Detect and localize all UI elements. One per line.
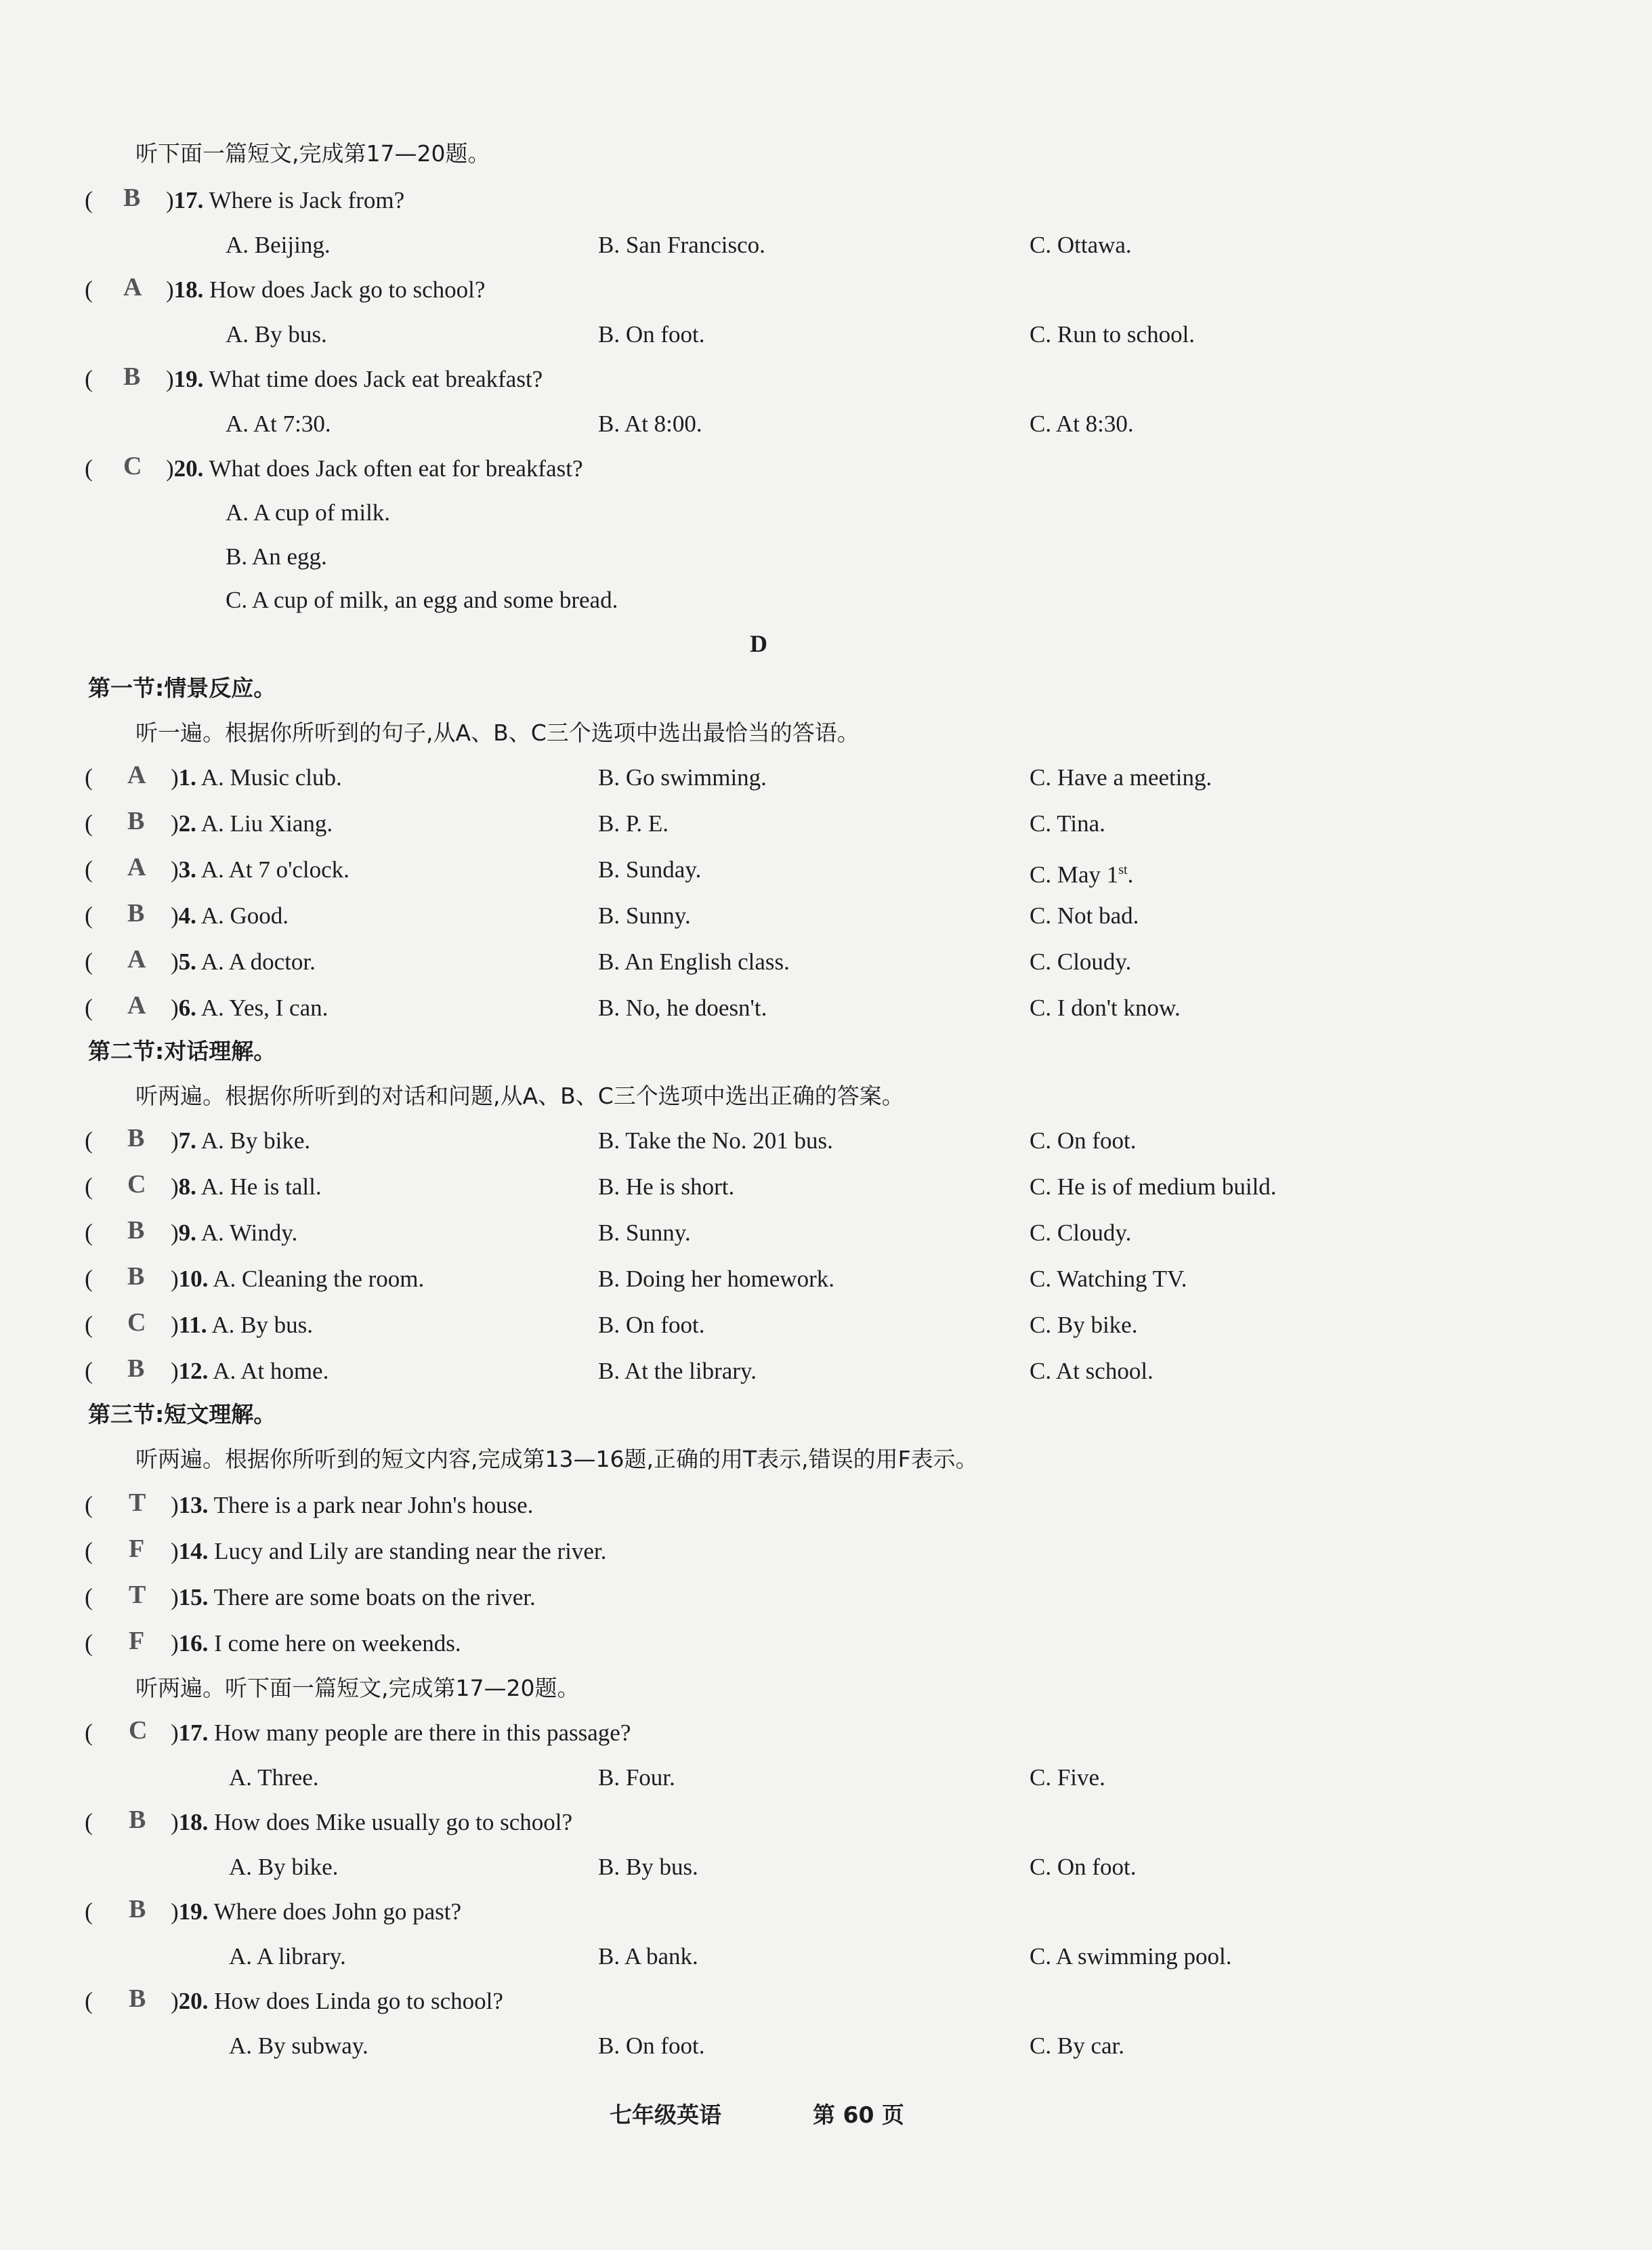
- question-line: )17. Where is Jack from?: [166, 187, 405, 213]
- answer-mark: F: [129, 1535, 145, 1563]
- answer-mark: T: [129, 1488, 146, 1517]
- answer-paren-open: (: [85, 1173, 93, 1200]
- option-a: A. At 7:30.: [226, 411, 331, 437]
- question-line: )18. How does Jack go to school?: [166, 276, 486, 303]
- option-b: B. At the library.: [598, 1358, 757, 1384]
- option-b: B. Sunny.: [598, 1220, 691, 1246]
- option-c: C. A cup of milk, an egg and some bread.: [226, 587, 618, 613]
- answer-mark: B: [129, 1895, 146, 1923]
- answer-mark: B: [129, 1806, 146, 1834]
- answer-mark: C: [127, 1170, 146, 1199]
- answer-paren-open: (: [85, 764, 93, 791]
- answer-mark: B: [127, 1354, 145, 1383]
- option-b: B. An English class.: [598, 949, 790, 975]
- option-c: C. Tina.: [1030, 810, 1105, 837]
- option-a: A. By bus.: [226, 321, 327, 348]
- answer-paren-open: (: [85, 455, 93, 482]
- option-c: C. He is of medium build.: [1030, 1173, 1277, 1200]
- option-b: B. Four.: [598, 1764, 675, 1791]
- answer-paren-open: (: [85, 1219, 93, 1246]
- answer-mark: B: [127, 807, 145, 835]
- statement-line: )16. I come here on weekends.: [171, 1630, 461, 1657]
- option-b: B. Doing her homework.: [598, 1266, 834, 1292]
- answer-paren-open: (: [85, 1537, 93, 1564]
- answer-paren-open: (: [85, 1629, 93, 1657]
- option-a: A. Three.: [229, 1764, 319, 1791]
- answer-paren-open: (: [85, 186, 93, 213]
- option-b: B. Sunday.: [598, 856, 702, 883]
- statement-line: )15. There are some boats on the river.: [171, 1584, 536, 1610]
- option-b: B. No, he doesn't.: [598, 995, 767, 1021]
- option-b: B. San Francisco.: [598, 232, 765, 258]
- option-a: )11. A. By bus.: [171, 1312, 314, 1338]
- option-b: B. An egg.: [226, 543, 327, 570]
- question-line: )19. Where does John go past?: [171, 1898, 461, 1925]
- answer-paren-open: (: [85, 1719, 93, 1746]
- answer-mark: A: [127, 853, 146, 881]
- answer-paren-open: (: [85, 1127, 93, 1154]
- answer-paren-open: (: [85, 856, 93, 883]
- option-c: C. Not bad.: [1030, 902, 1139, 929]
- option-a: )7. A. By bike.: [171, 1127, 311, 1154]
- option-a: )9. A. Windy.: [171, 1220, 298, 1246]
- option-b: B. P. E.: [598, 810, 669, 837]
- option-c: C. Cloudy.: [1030, 949, 1132, 975]
- statement-line: )13. There is a park near John's house.: [171, 1492, 534, 1518]
- answer-paren-open: (: [85, 1357, 93, 1384]
- question-line: )17. How many people are there in this passage?: [171, 1720, 631, 1746]
- option-c: C. By bike.: [1030, 1312, 1138, 1338]
- option-a: A. By subway.: [229, 2033, 368, 2059]
- option-a: A. By bike.: [229, 1854, 339, 1880]
- option-b: B. On foot.: [598, 2033, 705, 2059]
- option-b: B. At 8:00.: [598, 411, 702, 437]
- option-c: C. At school.: [1030, 1358, 1153, 1384]
- option-b: B. On foot.: [598, 1312, 705, 1338]
- option-a: )8. A. He is tall.: [171, 1173, 322, 1200]
- section3-intro: 听两遍。根据你所听到的短文内容,完成第13—16题,正确的用T表示,错误的用F表示。: [135, 1446, 978, 1472]
- answer-mark: A: [127, 945, 146, 974]
- option-c: C. By car.: [1030, 2033, 1124, 2059]
- answer-mark: A: [127, 761, 146, 789]
- answer-paren-open: (: [85, 276, 93, 303]
- answer-mark: C: [129, 1716, 148, 1745]
- option-a: )3. A. At 7 o'clock.: [171, 856, 350, 883]
- option-b: B. Take the No. 201 bus.: [598, 1127, 833, 1154]
- answer-paren-open: (: [85, 948, 93, 975]
- option-b: B. On foot.: [598, 321, 705, 348]
- option-c: C. I don't know.: [1030, 995, 1181, 1021]
- option-a: A. A library.: [229, 1943, 346, 1970]
- option-c: C. A swimming pool.: [1030, 1943, 1232, 1970]
- footer-subject: 七年级英语: [610, 2102, 721, 2128]
- section1-title: 第一节:情景反应。: [88, 675, 276, 701]
- option-c: C. Run to school.: [1030, 321, 1195, 348]
- option-a: )2. A. Liu Xiang.: [171, 810, 333, 837]
- option-a: A. A cup of milk.: [226, 499, 391, 526]
- answer-mark: B: [127, 899, 145, 928]
- option-a: )5. A. A doctor.: [171, 949, 316, 975]
- section3-intro2: 听两遍。听下面一篇短文,完成第17—20题。: [135, 1675, 580, 1701]
- answer-mark: T: [129, 1581, 146, 1609]
- option-c: C. Ottawa.: [1030, 232, 1132, 258]
- option-a: A. Beijing.: [226, 232, 331, 258]
- option-b: B. He is short.: [598, 1173, 735, 1200]
- question-line: )20. What does Jack often eat for breakfast?: [166, 455, 583, 482]
- section3-title: 第三节:短文理解。: [88, 1401, 276, 1428]
- option-b: B. By bus.: [598, 1854, 698, 1880]
- answer-mark: B: [123, 184, 141, 212]
- option-a: )1. A. Music club.: [171, 764, 342, 791]
- answer-paren-open: (: [85, 1583, 93, 1610]
- option-b: B. Go swimming.: [598, 764, 767, 791]
- option-c: C. Five.: [1030, 1764, 1105, 1791]
- option-b: B. A bank.: [598, 1943, 698, 1970]
- answer-mark: B: [129, 1984, 146, 2013]
- option-a: )4. A. Good.: [171, 902, 289, 929]
- answer-paren-open: (: [85, 1808, 93, 1835]
- option-a: )12. A. At home.: [171, 1358, 329, 1384]
- answer-paren-open: (: [85, 1265, 93, 1292]
- question-line: )19. What time does Jack eat breakfast?: [166, 366, 543, 392]
- answer-mark: A: [127, 991, 146, 1020]
- option-c: C. Cloudy.: [1030, 1220, 1132, 1246]
- answer-mark: A: [123, 273, 142, 301]
- answer-mark: B: [123, 362, 141, 391]
- option-c: C. On foot.: [1030, 1854, 1137, 1880]
- question-line: )20. How does Linda go to school?: [171, 1988, 503, 2014]
- answer-paren-open: (: [85, 810, 93, 837]
- answer-paren-open: (: [85, 1898, 93, 1925]
- option-a: )10. A. Cleaning the room.: [171, 1266, 425, 1292]
- option-b: B. Sunny.: [598, 902, 691, 929]
- answer-mark: C: [123, 452, 142, 480]
- option-a: )6. A. Yes, I can.: [171, 995, 329, 1021]
- answer-mark: B: [127, 1216, 145, 1245]
- option-c: C. On foot.: [1030, 1127, 1137, 1154]
- answer-paren-open: (: [85, 1987, 93, 2014]
- answer-mark: C: [127, 1308, 146, 1337]
- section2-title: 第二节:对话理解。: [88, 1038, 276, 1064]
- answer-mark: B: [127, 1262, 145, 1291]
- answer-paren-open: (: [85, 365, 93, 392]
- answer-mark: F: [129, 1627, 145, 1655]
- answer-mark: B: [127, 1124, 145, 1152]
- part-letter: D: [750, 630, 767, 657]
- option-c: C. Have a meeting.: [1030, 764, 1212, 791]
- option-c: C. Watching TV.: [1030, 1266, 1187, 1292]
- footer-page-number: 第 60 页: [813, 2102, 904, 2128]
- option-c: C. At 8:30.: [1030, 411, 1134, 437]
- question-line: )18. How does Mike usually go to school?: [171, 1809, 572, 1835]
- section1-intro: 听一遍。根据你所听到的句子,从A、B、C三个选项中选出最恰当的答语。: [135, 720, 860, 746]
- answer-paren-open: (: [85, 902, 93, 929]
- statement-line: )14. Lucy and Lily are standing near the river.: [171, 1538, 607, 1564]
- answer-paren-open: (: [85, 1311, 93, 1338]
- top-intro: 听下面一篇短文,完成第17—20题。: [135, 140, 490, 167]
- answer-paren-open: (: [85, 1491, 93, 1518]
- section2-intro: 听两遍。根据你所听到的对话和问题,从A、B、C三个选项中选出正确的答案。: [135, 1083, 904, 1109]
- option-c: C. May 1st.: [1030, 861, 1134, 888]
- answer-paren-open: (: [85, 994, 93, 1021]
